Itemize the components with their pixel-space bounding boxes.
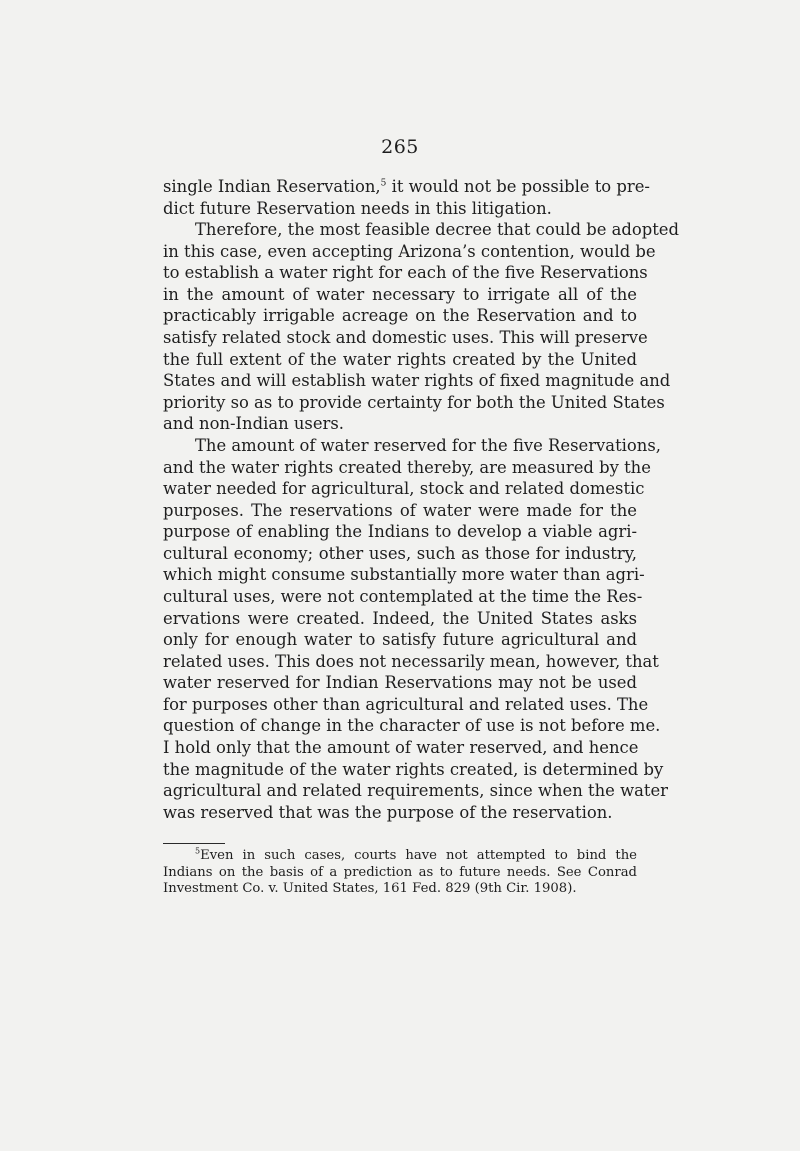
body-line-23: related uses. This does not necessarily mean, however, that <box>163 651 659 671</box>
body-line-3: Therefore, the most feasible decree that could be adopted <box>195 220 680 240</box>
body-line-13: The amount of water reserved for the five Reservations, <box>195 435 661 455</box>
body-line-7: practicably irrigable acreage on the Reservation and to <box>163 306 637 326</box>
footnote-line-3: Investment Co. v. United States, 161 Fed. 829 (9th Cir. 1908). <box>163 881 577 897</box>
body-line-6: in the amount of water necessary to irrigate all of the <box>163 284 637 304</box>
body-line-15: water needed for agricultural, stock and related domestic <box>163 479 645 499</box>
body-line-18: cultural economy; other uses, such as those for industry, <box>163 543 637 563</box>
body-line-14: and the water rights created thereby, are measured by the <box>163 457 651 477</box>
body-line-27: I hold only that the amount of water reserved, and hence <box>163 738 639 758</box>
body-line-17: purpose of enabling the Indians to develop a viable agri- <box>163 522 637 542</box>
body-line-9: the full extent of the water rights created by the United <box>163 349 637 369</box>
body-line-19: which might consume substantially more water than agri- <box>163 565 645 585</box>
body-line-10: States and will establish water rights of fixed magnitude and <box>163 371 671 391</box>
body-line-29: agricultural and related requirements, since when the water <box>163 781 668 801</box>
body-line-24: water reserved for Indian Reservations may not be used <box>163 673 637 693</box>
body-line-11: priority so as to provide certainty for both the United States <box>163 392 665 412</box>
footnote-line-1: $^5$Even in such cases, courts have not attempted to bind the <box>195 846 637 863</box>
body-line-12: and non-Indian users. <box>163 414 344 434</box>
body-text <box>163 176 680 823</box>
body-line-8: satisfy related stock and domestic uses. This will preserve <box>163 328 648 348</box>
body-line-21: ervations were created. Indeed, the United States asks <box>163 608 637 628</box>
page-number: 265 <box>381 136 419 158</box>
body-line-5: to establish a water right for each of the five Reservations <box>163 263 648 283</box>
body-line-20: cultural uses, were not contemplated at the time the Res- <box>163 586 643 606</box>
footnote-divider <box>163 843 225 844</box>
body-line-16: purposes. The reservations of water were made for the <box>163 500 637 520</box>
body-line-26: question of change in the character of use is not before me. <box>163 716 661 736</box>
body-line-22: only for enough water to satisfy future agricultural and <box>163 630 637 650</box>
body-line-28: the magnitude of the water rights created, is determined by <box>163 759 664 779</box>
footnote-mark: 5 <box>195 846 201 856</box>
body-line-1: single Indian Reservation,$^5$ it would not be possible to pre- <box>163 177 650 196</box>
body-line-2: dict future Reservation needs in this litigation. <box>163 198 552 218</box>
body-line-4: in this case, even accepting Arizona’s contention, would be <box>163 241 656 261</box>
footnote <box>163 848 637 898</box>
footnote-reference[interactable]: 5 <box>380 178 387 189</box>
body-line-25: for purposes other than agricultural and related uses. The <box>163 694 649 714</box>
footnote-line-2: Indians on the basis of a prediction as to future needs. See Conrad <box>163 864 637 880</box>
body-line-30: was reserved that was the purpose of the reservation. <box>163 802 613 822</box>
